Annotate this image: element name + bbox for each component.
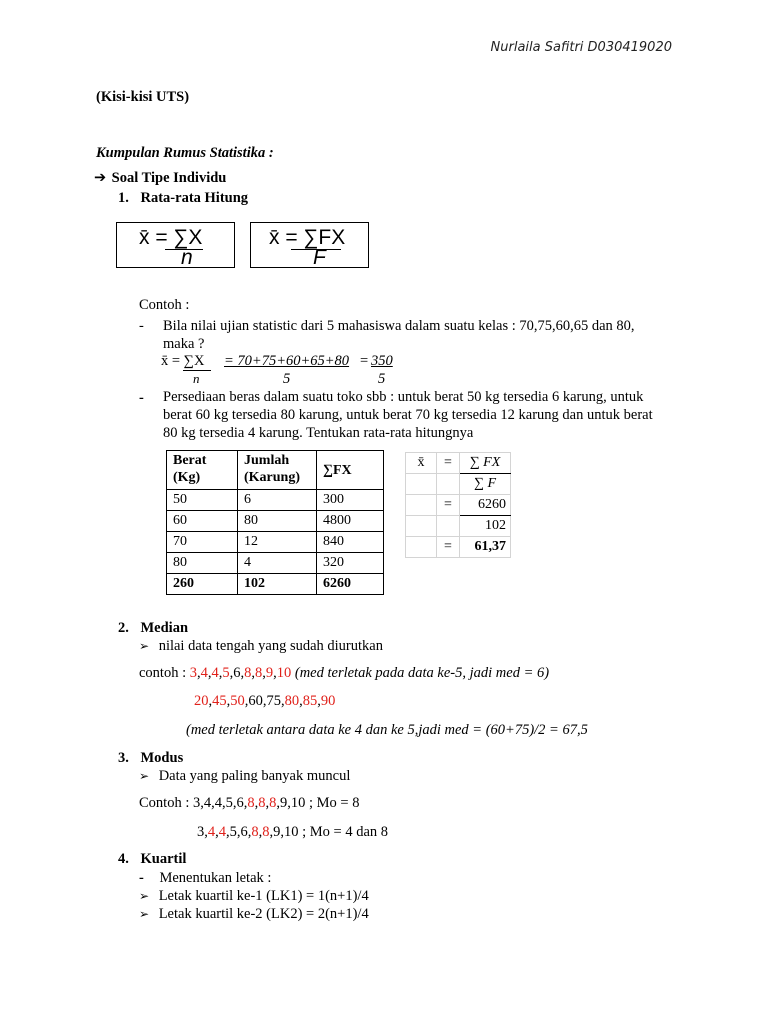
bullet-item [139,638,383,655]
bullet-text: Letak kuartil ke-1 (LK1) = 1(n+1)/4 [158,888,369,904]
formula-numerator: x̄ = ∑X [139,226,203,249]
modus-example-1 [139,795,359,812]
table-header-cell: ∑FX [317,451,384,490]
sequence-text: , [215,824,219,840]
calc-cell [406,474,437,495]
formula-denominator: n [181,246,193,269]
sequence-text: , [258,824,263,840]
section-title: Kuartil [140,851,187,867]
contoh-label: Contoh : [139,297,190,313]
sequence-text: , [262,665,266,681]
median-sequence [194,693,335,709]
sequence-text: 75 [266,693,281,709]
table-cell: 320 [317,553,384,574]
table-header-cell: Jumlah (Karung) [238,451,317,490]
table-cell: 4800 [317,511,384,532]
highlighted-value: 9 [265,665,274,681]
formula-numerator: x̄ = ∑FX [269,226,346,249]
table-cell: 6260 [317,574,384,595]
triangle-bullet-icon: ➢ [139,889,150,903]
contoh-label: Contoh : [139,795,190,811]
sequence-text: , [218,665,223,681]
section-title: Rata-rata Hitung [140,190,249,206]
example-1-den-n: n [193,371,200,386]
example-1-calc-eq: = [360,353,369,369]
highlighted-value: 8 [251,824,259,840]
highlighted-value: 8 [262,824,270,840]
page-header-author: Nurlaila Safitri D030419020 [490,40,672,55]
formula-box-mean [116,222,235,268]
example-1-calc-lhs: x̄ = ∑X [161,353,205,369]
dash-bullet: - [139,390,144,406]
example-1-calc-result: 350 [371,353,393,369]
dash-bullet: - [139,318,144,334]
highlighted-value: 8 [255,665,263,681]
highlighted-value: 20 [194,693,209,709]
section-3-heading [118,750,183,767]
modus-example-2 [197,824,388,841]
calc-row [406,537,511,558]
section-bullet-text: Soal Tipe Individu [111,170,227,186]
highlighted-value: 10 [276,665,292,681]
sequence-text: , [265,795,270,811]
calc-row [406,495,511,516]
dash-item [139,870,271,887]
calc-cell: = [437,453,460,474]
median-example-2 [194,693,335,710]
section-number: 2. [118,620,129,636]
table-total-row [167,574,384,595]
sequence-text: , [229,665,234,681]
table-cell: 6 [238,490,317,511]
sequence-text: , [226,693,231,709]
bullet-text: Data yang paling banyak muncul [158,768,351,784]
table-cell: 50 [167,490,238,511]
highlighted-value: 8 [269,795,277,811]
table-row [167,490,384,511]
sequence-text: , [262,693,267,709]
highlighted-value: 3 [189,665,197,681]
rice-stock-table [166,450,384,595]
highlighted-value: 4 [207,824,216,840]
bullet-text: nilai data tengah yang sudah diurutkan [158,638,383,654]
example-1-den-5: 5 [378,371,386,387]
median-note-2: (med terletak antara data ke 4 dan ke 5,jadi med = (60+75)/2 = 67,5 [186,722,588,738]
sequence-text: , [240,665,245,681]
table-row [167,511,384,532]
calc-cell: = [437,537,460,558]
modus-sequence [197,824,388,840]
median-note: (med terletak pada data ke-5, jadi med = 6) [294,665,550,681]
example-1-den-5: 5 [283,371,291,387]
calc-cell: 6260 [460,495,511,516]
calc-cell: = [437,495,460,516]
triangle-bullet-icon: ➢ [139,907,150,921]
calc-row [406,453,511,474]
example-1-line-2: maka ? [163,336,205,352]
calc-cell: 102 [460,516,511,537]
sequence-text: ,9,10 ; Mo = 8 [276,795,360,811]
section-2-heading [118,620,188,637]
table-cell: 300 [317,490,384,511]
document-title: (Kisi-kisi UTS) [96,89,190,105]
sequence-text: 3,4,4,5,6, [192,795,248,811]
calc-cell [406,495,437,516]
table-cell: 840 [317,532,384,553]
example-1-line-1: Bila nilai ujian statistic dari 5 mahasiswa dalam suatu kelas : 70,75,60,65 dan 80, [163,318,635,334]
highlighted-value: 85 [302,693,318,709]
table-cell: 70 [167,532,238,553]
dash-item-text: Menentukan letak : [159,870,272,886]
highlighted-value: 8 [258,795,266,811]
highlighted-value: 4 [211,665,219,681]
section-number: 3. [118,750,129,766]
highlighted-value: 8 [244,665,252,681]
section-1-heading [118,190,248,207]
table-header-cell: Berat (Kg) [167,451,238,490]
formula-box-weighted-mean [250,222,369,268]
sequence-text: 3, [197,824,208,840]
table-cell: 12 [238,532,317,553]
median-example-1 [139,665,549,682]
highlighted-value: 45 [212,693,227,709]
table-cell: 102 [238,574,317,595]
calc-cell: ∑ FX [460,453,511,474]
calc-cell: ∑ F [460,474,511,495]
calc-row [406,474,511,495]
sequence-text: ,5,6, [226,824,252,840]
calc-cell: x̄ [406,453,437,474]
section-title: Modus [140,750,184,766]
document-subtitle: Kumpulan Rumus Statistika : [96,145,274,161]
highlighted-value: 90 [320,693,336,709]
example-2-line-1: Persediaan beras dalam suatu toko sbb : untuk berat 50 kg tersedia 6 karung, untuk [163,389,644,405]
sequence-text: , [281,693,285,709]
example-2-line-3: 80 kg tersedia 4 karung. Tentukan rata-rata hitungnya [163,425,474,441]
table-cell: 60 [167,511,238,532]
calc-cell [406,516,437,537]
sequence-text: , [207,665,212,681]
sequence-text: , [273,665,277,681]
highlighted-value: 4 [218,824,226,840]
sequence-text: , [254,795,259,811]
sequence-text: , [299,693,303,709]
highlighted-value: 4 [200,665,208,681]
calc-cell: 61,37 [460,537,511,558]
section-number: 1. [118,190,129,206]
bullet-text: Letak kuartil ke-2 (LK2) = 2(n+1)/4 [158,906,369,922]
sequence-text: 6 [233,665,241,681]
sequence-text: , [244,693,249,709]
calc-cell [437,516,460,537]
triangle-bullet-icon: ➢ [139,769,150,783]
dash-bullet: - [139,870,144,886]
highlighted-value: 5 [222,665,230,681]
mean-calculation-table [405,452,511,558]
calc-cell [437,474,460,495]
formula-denominator: F [313,246,326,269]
highlighted-value: 80 [284,693,300,709]
calc-row [406,516,511,537]
sequence-text: , [208,693,213,709]
highlighted-value: 8 [247,795,255,811]
section-bullet [94,170,226,187]
calc-cell [406,537,437,558]
triangle-bullet-icon: ➢ [139,639,150,653]
table-row [167,553,384,574]
table-cell: 260 [167,574,238,595]
bullet-item [139,888,369,905]
sequence-text: 60 [248,693,263,709]
table-row [167,532,384,553]
section-4-heading [118,851,186,868]
sequence-text: , [197,665,201,681]
bullet-item [139,768,350,785]
section-number: 4. [118,851,129,867]
contoh-label: contoh : [139,665,187,681]
bullet-item [139,906,369,923]
sequence-text: , [251,665,255,681]
table-header-row [167,451,384,490]
table-cell: 4 [238,553,317,574]
example-2-line-2: berat 60 kg tersedia 80 karung, untuk berat 70 kg tersedia 12 karung dan untuk berat [163,407,653,423]
highlighted-value: 50 [230,693,245,709]
sequence-text: ,9,10 ; Mo = 4 dan 8 [269,824,389,840]
sequence-text: , [317,693,321,709]
table-cell: 80 [167,553,238,574]
example-1-calc-sum: = 70+75+60+65+80 [224,353,350,369]
section-title: Median [140,620,189,636]
arrow-right-icon: ➔ [94,170,107,186]
modus-sequence [193,795,359,811]
table-cell: 80 [238,511,317,532]
median-sequence [190,665,292,681]
